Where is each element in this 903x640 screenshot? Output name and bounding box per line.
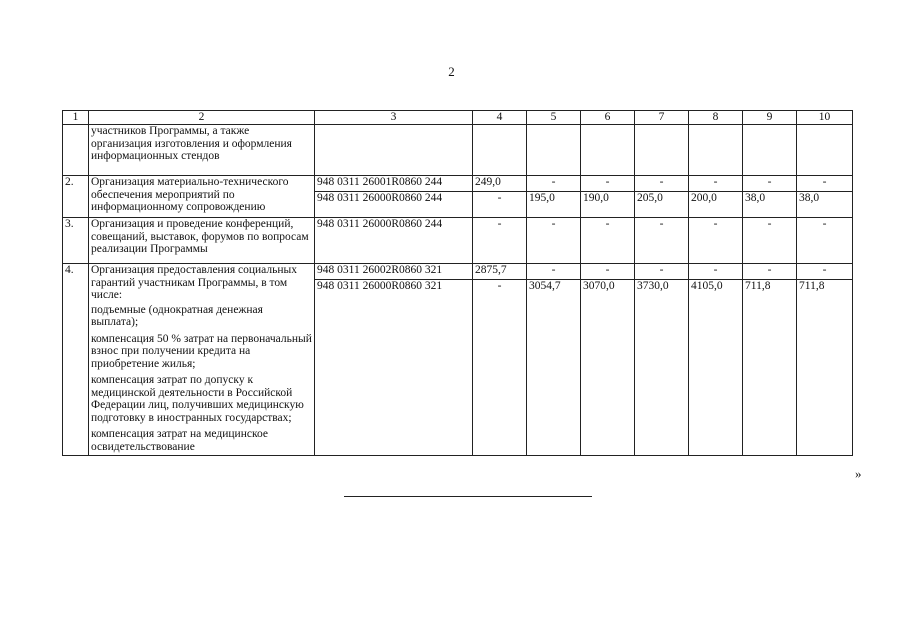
budget-code: 948 0311 26000R0860 244	[315, 192, 473, 218]
sub-item: подъемные (однократная денежная выплата);	[91, 303, 263, 328]
value-cell: 3054,7	[527, 280, 581, 456]
row-description-block	[89, 264, 315, 456]
value-cell: 205,0	[635, 192, 689, 218]
column-header: 5	[527, 111, 581, 125]
row-description: участников Программы, а также организация изготовления и оформления информационных стендов	[89, 125, 315, 176]
table-header-row	[63, 111, 853, 125]
value-cell: -	[689, 176, 743, 192]
sub-item: компенсация затрат на медицинское освидетельствование	[91, 428, 268, 453]
column-header: 1	[63, 111, 89, 125]
column-header: 10	[797, 111, 853, 125]
value-cell: -	[635, 264, 689, 280]
table-row	[63, 176, 853, 192]
value-cell: 711,8	[743, 280, 797, 456]
value-cell: 38,0	[797, 192, 853, 218]
column-header: 4	[473, 111, 527, 125]
value-cell: -	[473, 280, 527, 456]
end-rule	[344, 496, 592, 497]
value-cell: -	[689, 264, 743, 280]
value-cell: -	[473, 192, 527, 218]
table-row	[63, 218, 853, 264]
value-cell: -	[581, 218, 635, 264]
value-cell: 4105,0	[689, 280, 743, 456]
column-header: 8	[689, 111, 743, 125]
table-row	[63, 125, 853, 176]
budget-code: 948 0311 26002R0860 321	[315, 264, 473, 280]
value-cell: 195,0	[527, 192, 581, 218]
value-cell: 249,0	[473, 176, 527, 192]
value-cell: -	[581, 264, 635, 280]
column-header: 9	[743, 111, 797, 125]
value-cell: -	[527, 176, 581, 192]
closing-quote: »	[855, 466, 862, 481]
column-header: 2	[89, 111, 315, 125]
value-cell: -	[689, 218, 743, 264]
column-header: 6	[581, 111, 635, 125]
value-cell: -	[797, 264, 853, 280]
value-cell: 38,0	[743, 192, 797, 218]
value-cell: -	[527, 264, 581, 280]
value-cell: -	[527, 218, 581, 264]
row-description: Организация предоставления социальных гарантий участникам Программы, в том числе:	[91, 264, 298, 301]
row-number: 2.	[63, 176, 89, 218]
row-number: 3.	[63, 218, 89, 264]
value-cell: -	[743, 264, 797, 280]
value-cell: 711,8	[797, 280, 853, 456]
value-cell: 2875,7	[473, 264, 527, 280]
sub-item: компенсация затрат по допуску к медицинской деятельности в Российской Федерации лиц, получивших медицинскую подготовку в иностранных государствах;	[91, 374, 304, 424]
value-cell: -	[797, 176, 853, 192]
row-number: 4.	[63, 264, 89, 456]
column-header: 3	[315, 111, 473, 125]
row-description: Организация и проведение конференций, совещаний, выставок, форумов по вопросам реализации Программы	[89, 218, 315, 264]
budget-code: 948 0311 26000R0860 244	[315, 218, 473, 264]
value-cell: 3070,0	[581, 280, 635, 456]
value-cell: 190,0	[581, 192, 635, 218]
value-cell: -	[797, 218, 853, 264]
budget-code: 948 0311 26000R0860 321	[315, 280, 473, 456]
value-cell: -	[473, 218, 527, 264]
value-cell: -	[635, 218, 689, 264]
value-cell: -	[743, 218, 797, 264]
value-cell: -	[581, 176, 635, 192]
column-header: 7	[635, 111, 689, 125]
value-cell: 200,0	[689, 192, 743, 218]
value-cell: -	[743, 176, 797, 192]
value-cell: -	[635, 176, 689, 192]
budget-code: 948 0311 26001R0860 244	[315, 176, 473, 192]
row-description: Организация материально-технического обеспечения мероприятий по информационному сопровождению	[89, 176, 315, 218]
sub-item: компенсация 50 % затрат на первоначальный взнос при получении кредита на приобретение жилья;	[91, 332, 312, 370]
program-funding-table	[62, 110, 853, 456]
table-row	[63, 264, 853, 280]
value-cell: 3730,0	[635, 280, 689, 456]
page-number: 2	[448, 64, 455, 79]
